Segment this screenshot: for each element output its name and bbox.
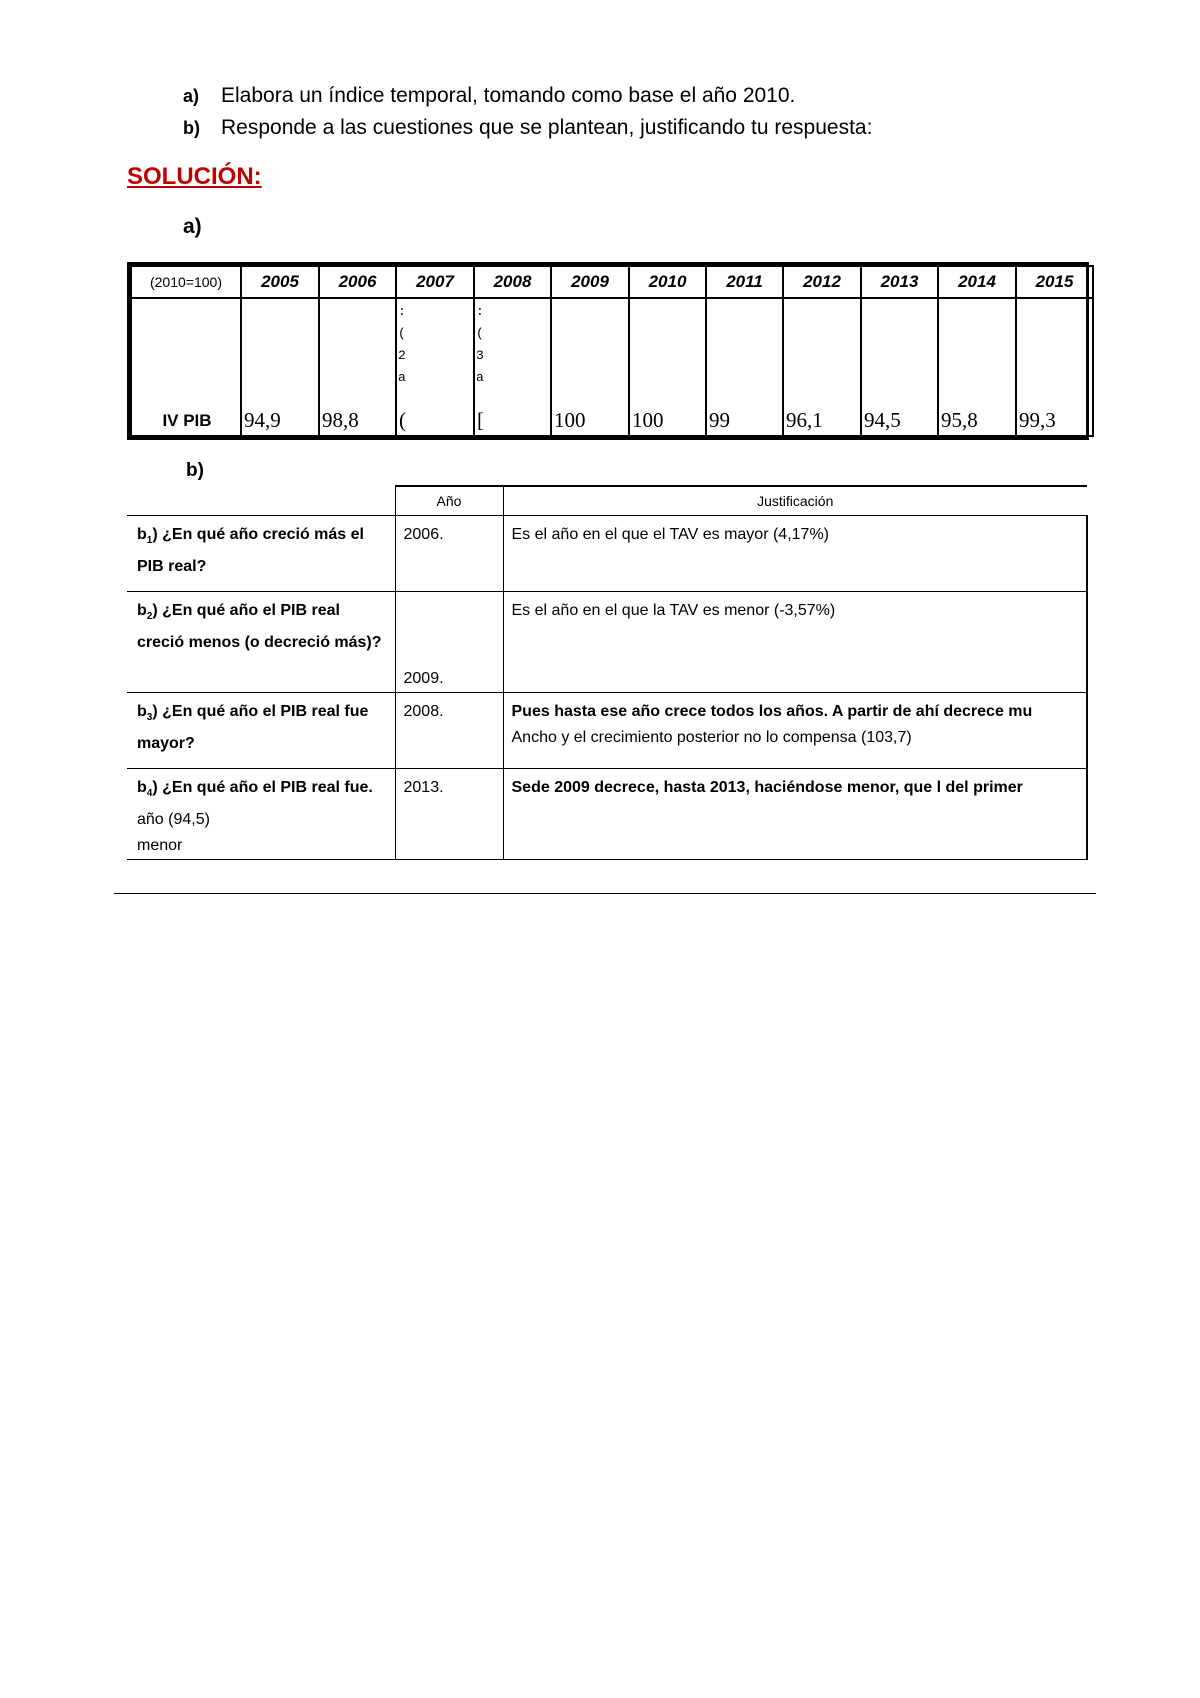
answer-row bbox=[127, 516, 1087, 592]
answer-row bbox=[127, 693, 1087, 769]
year-header: 2015 bbox=[1016, 266, 1093, 298]
row-label: IV PIB bbox=[131, 298, 241, 436]
justification-cell: Es el año en el que el TAV es mayor (4,17%) bbox=[503, 516, 1087, 592]
index-value: 95,8 bbox=[938, 298, 1016, 436]
section-a-label: a) bbox=[183, 215, 202, 238]
horizontal-rule bbox=[114, 893, 1096, 894]
year-header: 2009 bbox=[551, 266, 629, 298]
question-cell: $b_3$) ¿En qué año el PIB real fue mayor? bbox=[127, 693, 395, 769]
index-value: 100 bbox=[551, 298, 629, 436]
instruction-text: Elabora un índice temporal, tomando como base el año 2010. bbox=[221, 84, 796, 107]
instruction-text: Responde a las cuestiones que se plantean, justificando tu respuesta: bbox=[221, 116, 873, 139]
year-cell: 2008. bbox=[395, 693, 503, 769]
year-header: 2012 bbox=[783, 266, 861, 298]
answers-header-row bbox=[127, 486, 1087, 516]
instruction-a bbox=[183, 80, 872, 112]
index-value: 99,3 bbox=[1016, 298, 1093, 436]
header-blank bbox=[127, 486, 395, 516]
question-cell: $b_1$) ¿En qué año creció más el PIB real? bbox=[127, 516, 395, 592]
year-header: 2014 bbox=[938, 266, 1016, 298]
index-value: 98,8 bbox=[319, 298, 396, 436]
index-table bbox=[127, 262, 1089, 440]
answer-row bbox=[127, 769, 1087, 860]
index-value: 94,9 bbox=[241, 298, 319, 436]
solution-title: SOLUCIÓN: bbox=[127, 163, 262, 190]
base-label: (2010=100) bbox=[131, 266, 241, 298]
year-header: 2006 bbox=[319, 266, 396, 298]
year-cell: 2009. bbox=[395, 592, 503, 693]
year-cell: 2013. bbox=[395, 769, 503, 860]
index-value: 100 bbox=[629, 298, 706, 436]
justification-cell: Pues hasta ese año crece todos los años. A partir de ahí decrece mu Ancho y el crecimiento posterior no lo compensa (103,7) bbox=[503, 693, 1087, 769]
question-cell: $b_4$) ¿En qué año el PIB real fue. año (94,5) menor bbox=[127, 769, 395, 860]
answers-table bbox=[127, 485, 1087, 860]
index-value-truncated: : ( 2 a ( bbox=[396, 298, 474, 436]
year-header: 2013 bbox=[861, 266, 938, 298]
instruction-label: a) bbox=[183, 86, 200, 106]
justification-cell: Sede 2009 decrece, hasta 2013, haciéndose menor, que l del primer bbox=[503, 769, 1087, 860]
year-header: 2010 bbox=[629, 266, 706, 298]
index-value: 99 bbox=[706, 298, 783, 436]
year-header: 2005 bbox=[241, 266, 319, 298]
section-b-label: b) bbox=[186, 460, 204, 481]
index-value: 94,5 bbox=[861, 298, 938, 436]
year-header: 2008 bbox=[474, 266, 551, 298]
index-value: 96,1 bbox=[783, 298, 861, 436]
truncated-marks: : ( 3 a bbox=[476, 304, 484, 385]
index-value-row bbox=[131, 298, 1093, 436]
year-cell: 2006. bbox=[395, 516, 503, 592]
truncated-marks: : ( 2 a bbox=[398, 304, 406, 385]
question-cell: $b_2$) ¿En qué año el PIB real creció menos (o decreció más)? bbox=[127, 592, 395, 693]
index-value-truncated: : ( 3 a [ bbox=[474, 298, 551, 436]
year-column-header: Año bbox=[395, 486, 503, 516]
instruction-label: b) bbox=[183, 118, 200, 138]
justification-column-header: Justificación bbox=[503, 486, 1087, 516]
instructions-list bbox=[183, 80, 872, 144]
instruction-b bbox=[183, 112, 872, 144]
year-header: 2007 bbox=[396, 266, 474, 298]
year-header: 2011 bbox=[706, 266, 783, 298]
justification-cell: Es el año en el que la TAV es menor (-3,57%) bbox=[503, 592, 1087, 693]
index-header-row bbox=[131, 266, 1093, 298]
answer-row bbox=[127, 592, 1087, 693]
